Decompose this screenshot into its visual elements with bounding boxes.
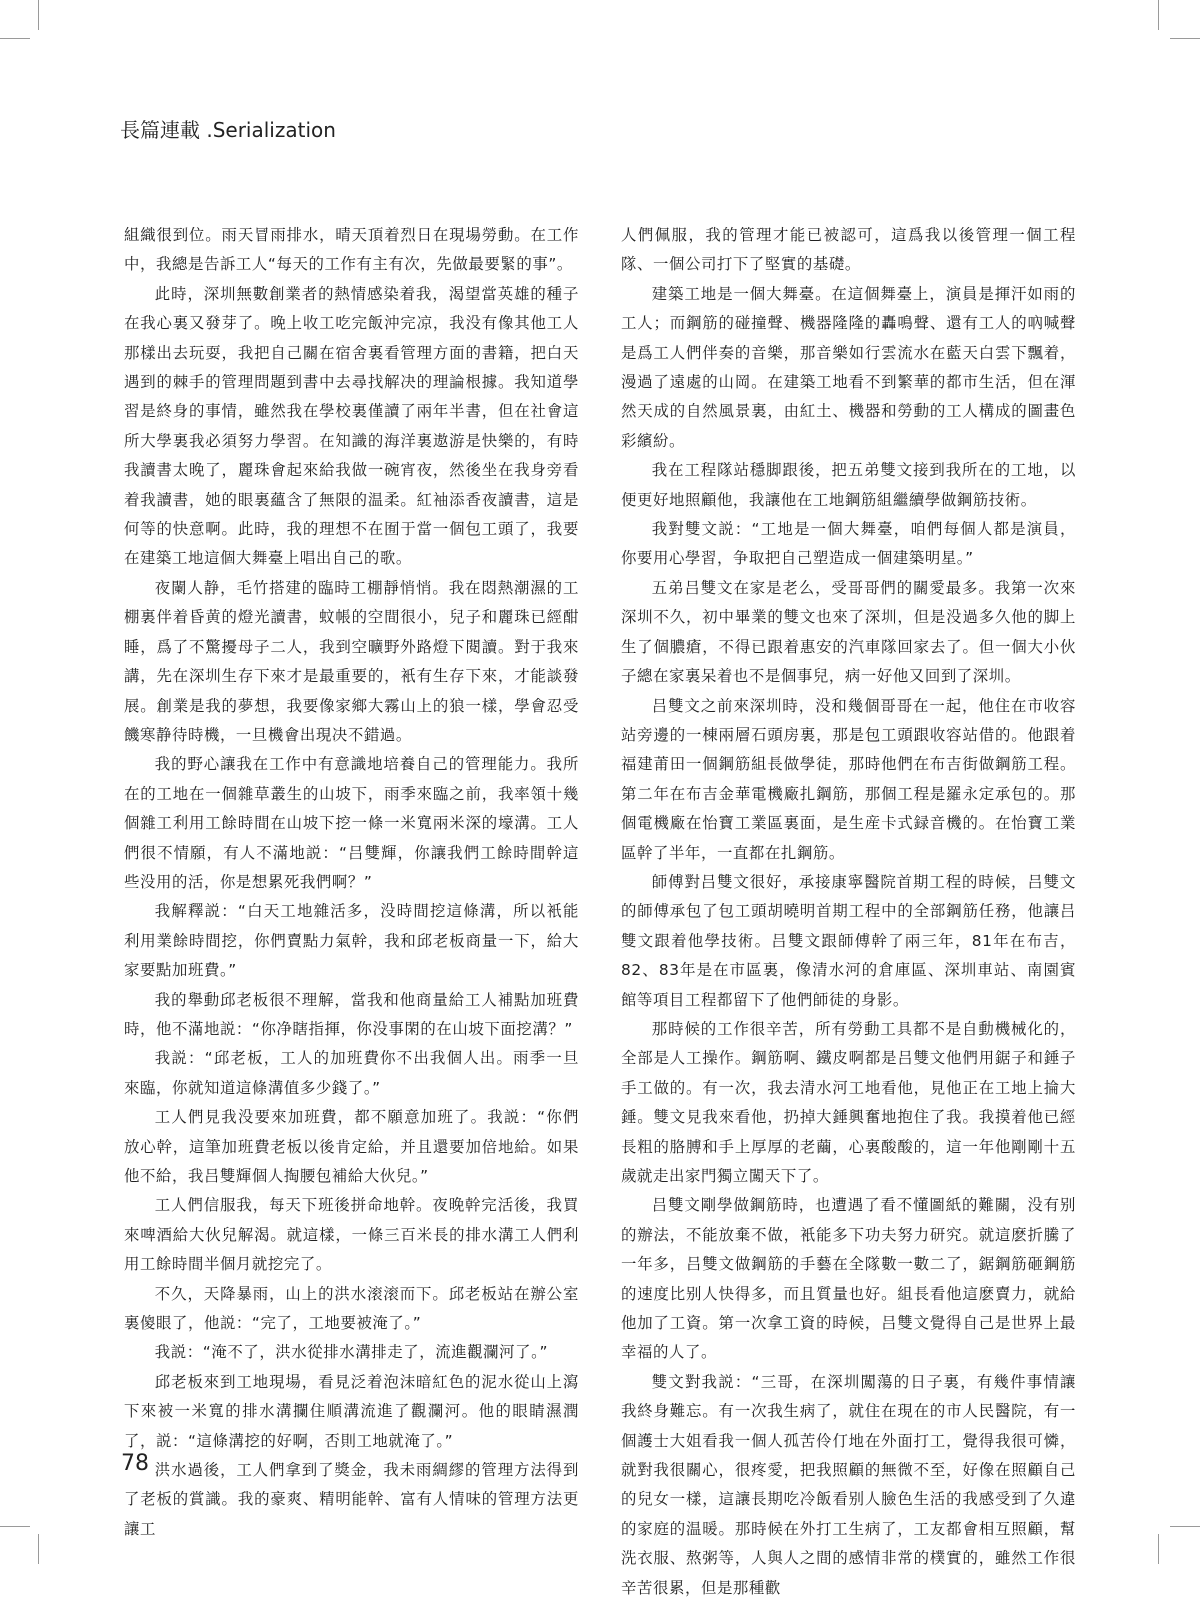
paragraph: 我説：“淹不了，洪水從排水溝排走了，流進觀瀾河了。” [154, 1343, 549, 1362]
paragraph: 師傅對吕雙文很好，承接康寧醫院首期工程的時候，吕雙文的師傅承包了包工頭胡曉明首期工程中的全部鋼筋任務，他讓吕雙文跟着他學技術。吕雙文跟師傅幹了兩三年，81年在布吉，82、83年是在市區裏，像清水河的倉庫區、深圳車站、南園賓館等項目工程都留下了他們師徒的身影。 [621, 872, 1076, 1009]
crop-mark-bottom-left-horizontal [0, 1526, 30, 1527]
paragraph: 那時候的工作很辛苦，所有勞動工具都不是自動機械化的，全部是人工操作。鋼筋啊、鐵皮啊都是吕雙文他們用鋸子和錘子手工做的。有一次，我去清水河工地看他，見他正在工地上掄大錘。雙文見我來看他，扔掉大錘興奮地抱住了我。我摸着他已經長粗的胳膊和手上厚厚的老繭，心裏酸酸的，這一年他剛剛十五歲就走出家門獨立闖天下了。 [621, 1019, 1076, 1185]
left-text-column [124, 221, 579, 1544]
paragraph: 我説：“邱老板，工人的加班費你不出我個人出。雨季一旦來臨，你就知道這條溝值多少錢了。” [124, 1049, 579, 1097]
paragraph: 我在工程隊站穩脚跟後，把五弟雙文接到我所在的工地，以便更好地照顧他，我讓他在工地鋼筋組繼續學做鋼筋技術。 [621, 461, 1076, 509]
paragraph: 建築工地是一個大舞臺。在這個舞臺上，演員是揮汗如雨的工人；而鋼筋的碰撞聲、機器隆隆的轟鳴聲、還有工人的吶喊聲是爲工人們伴奏的音樂，那音樂如行雲流水在藍天白雲下飄着，漫過了遠處的山岡。在建築工地看不到繁華的都市生活，但在渾然天成的自然風景裏，由紅土、機器和勞動的工人構成的圖畫色彩繽紛。 [621, 284, 1076, 450]
paragraph: 邱老板來到工地現場，看見泛着泡沫暗紅色的泥水從山上瀉下來被一米寬的排水溝攔住順溝流進了觀瀾河。他的眼睛濕潤了，説：“這條溝挖的好啊，否則工地就淹了。” [124, 1372, 579, 1450]
crop-mark-bottom-right-vertical [1158, 1534, 1159, 1564]
paragraph: 夜闌人静，毛竹搭建的臨時工棚靜悄悄。我在悶熱潮濕的工棚裏伴着昏黄的燈光讀書，蚊帳的空間很小，兒子和麗珠已經酣睡，爲了不驚擾母子二人，我到空曠野外路燈下閱讀。對于我來講，先在深圳生存下來才是最重要的，衹有生存下來，才能談發展。創業是我的夢想，我要像家鄉大霧山上的狼一樣，學會忍受饑寒静待時機，一旦機會出現决不錯過。 [124, 578, 579, 744]
crop-mark-top-left-vertical [38, 0, 39, 30]
paragraph: 我的舉動邱老板很不理解，當我和他商量給工人補點加班費時，他不滿地説：“你净瞎指揮，你没事閑的在山坡下面挖溝？” [124, 990, 579, 1038]
crop-mark-top-right-vertical [1158, 0, 1159, 30]
paragraph: 吕雙文之前來深圳時，没和幾個哥哥在一起，他住在市收容站旁邊的一棟兩層石頭房裏，那是包工頭跟收容站借的。他跟着福建莆田一個鋼筋組長做學徒，那時他們在布吉街做鋼筋工程。第二年在布吉金華電機廠扎鋼筋，那個工程是羅永定承包的。那個電機廠在怡寶工業區裏面，是生産卡式録音機的。在怡寶工業區幹了半年，一直都在扎鋼筋。 [621, 696, 1076, 862]
paragraph: 雙文對我説：“三哥，在深圳闖蕩的日子裏，有幾件事情讓我終身難忘。有一次我生病了，就住在現在的市人民醫院，有一個護士大姐看我一個人孤苦伶仃地在外面打工，覺得我很可憐，就對我很關心，很疼愛，把我照顧的無微不至，好像在照顧自己的兒女一樣，這讓長期吃冷飯看别人臉色生活的我感受到了久違的家庭的温暖。那時候在外打工生病了，工友都會相互照顧，幫洗衣服、熬粥等，人與人之間的感情非常的樸實的，雖然工作很辛苦很累，但是那種歡 [621, 1372, 1076, 1597]
crop-mark-top-right-horizontal [1170, 38, 1200, 39]
page-number: 78 [121, 1451, 149, 1476]
paragraph: 洪水過後，工人們拿到了獎金，我未雨綢繆的管理方法得到了老板的賞識。我的豪爽、精明能幹、富有人情味的管理方法更讓工 [124, 1461, 579, 1538]
paragraph: 五弟吕雙文在家是老么，受哥哥們的關愛最多。我第一次來深圳不久，初中畢業的雙文也來了深圳，但是没過多久他的脚上生了個膿瘡，不得已跟着惠安的汽車隊回家去了。但一個大小伙子總在家裏呆着也不是個事兒，病一好他又回到了深圳。 [621, 578, 1076, 686]
right-text-column [621, 221, 1076, 1603]
paragraph: 我解釋説：“白天工地雜活多，没時間挖這條溝，所以衹能利用業餘時間挖，你們賣點力氣幹，我和邱老板商量一下，給大家要點加班費。” [124, 902, 579, 980]
paragraph: 吕雙文剛學做鋼筋時，也遭遇了看不懂圖紙的難關，没有别的辦法，不能放棄不做，衹能多下功夫努力研究。就這麽折騰了一年多，吕雙文做鋼筋的手藝在全隊數一數二了，鋸鋼筋砸鋼筋的速度比别人快得多，而且質量也好。組長看他這麽賣力，就給他加了工資。第一次拿工資的時候，吕雙文覺得自己是世界上最幸福的人了。 [621, 1196, 1076, 1362]
paragraph: 工人們見我没要來加班費，都不願意加班了。我説：“你們放心幹，這筆加班費老板以後肯定給，并且還要加倍地給。如果他不給，我吕雙輝個人掏腰包補給大伙兒。” [124, 1108, 579, 1185]
crop-mark-bottom-right-horizontal [1170, 1526, 1200, 1527]
paragraph: 此時，深圳無數創業者的熱情感染着我，渴望當英雄的種子在我心裏又發芽了。晚上收工吃完飯沖完凉，我没有像其他工人那樣出去玩耍，我把自己關在宿舍裏看管理方面的書籍，把白天遇到的棘手的管理問題到書中去尋找解决的理論根據。我知道學習是終身的事情，雖然我在學校裏僅讀了兩年半書，但在社會這所大學裏我必須努力學習。在知識的海洋裏遨游是快樂的，有時我讀書太晚了，麗珠會起來給我做一碗宵夜，然後坐在我身旁看着我讀書，她的眼裏蘊含了無限的温柔。紅袖添香夜讀書，這是何等的快意啊。此時，我的理想不在囿于當一個包工頭了，我要在建築工地這個大舞臺上唱出自己的歌。 [124, 284, 579, 568]
paragraph: 工人們信服我，每天下班後拼命地幹。夜晚幹完活後，我買來啤酒給大伙兒解渴。就這樣，一條三百米長的排水溝工人們利用工餘時間半個月就挖完了。 [124, 1196, 579, 1274]
paragraph: 我對雙文説：“工地是一個大舞臺，咱們每個人都是演員，你要用心學習，争取把自己塑造成一個建築明星。” [621, 520, 1076, 568]
paragraph: 人們佩服，我的管理才能已被認可，這爲我以後管理一個工程隊、一個公司打下了堅實的基礎。 [621, 226, 1076, 274]
crop-mark-top-left-horizontal [0, 38, 30, 39]
paragraph: 不久，天降暴雨，山上的洪水滚滚而下。邱老板站在辦公室裏傻眼了，他説：“完了，工地要被淹了。” [124, 1284, 579, 1333]
section-title: 長篇連載 .Serialization [120, 118, 336, 142]
crop-mark-bottom-left-vertical [38, 1534, 39, 1564]
paragraph: 組織很到位。雨天冒雨排水，晴天頂着烈日在現場勞動。在工作中，我總是告訴工人“每天的工作有主有次，先做最要緊的事”。 [124, 226, 579, 274]
paragraph: 我的野心讓我在工作中有意識地培養自己的管理能力。我所在的工地在一個雜草叢生的山坡下，雨季來臨之前，我率領十幾個雜工利用工餘時間在山坡下挖一條一米寬兩米深的壕溝。工人們很不情願，有人不滿地説：“吕雙輝，你讓我們工餘時間幹這些没用的活，你是想累死我們啊？” [124, 755, 579, 891]
